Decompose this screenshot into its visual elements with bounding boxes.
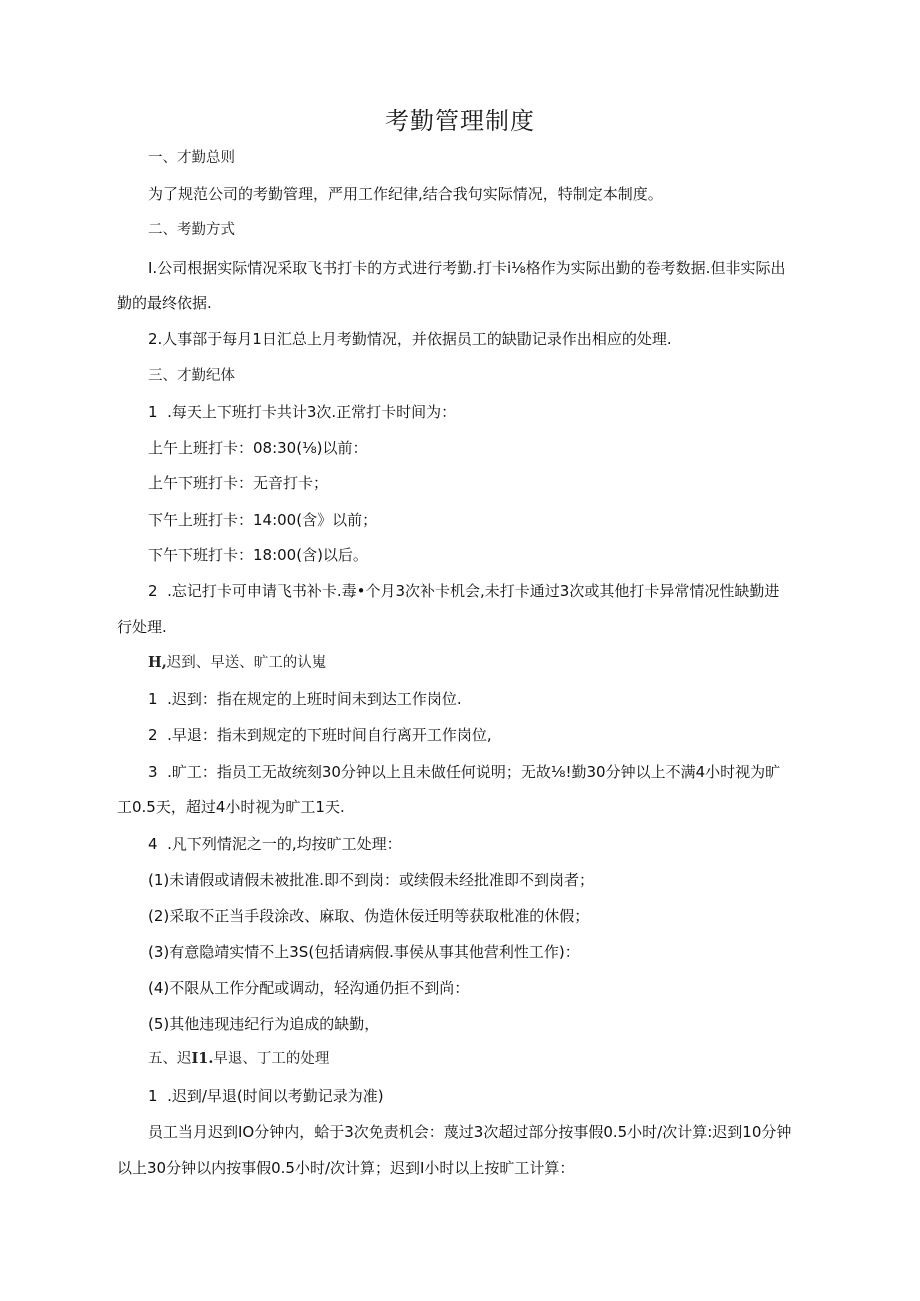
paragraph-purpose: 为了规范公司的考勤管理，严用工作纪律,结合我句实际情况，特制定本制度。 (148, 185, 663, 203)
absence-case-5: (5)其他违现违纪行为追成的缺勤， (148, 1015, 380, 1033)
section-heading-part-a: 五、迟 (148, 1051, 192, 1067)
handling-rule-line-1: 员工当月迟到IO分钟内，蛤于3次免责机会：蔑过3次超过部分按事假0.5小时/次计算:迟到10分钟 (148, 1123, 792, 1141)
paragraph-discipline-2-line-1: 2 .忘记打卡可申请飞书补卡.毒•个月3次补卡机会,未打卡通过3次或其他打卡异常情况性缺勤进 (148, 582, 780, 600)
paragraph-method-1-line-1: I.公司根据实际情况采取飞书打卡的方式进行考勤.打卡i⅛格作为实际出勤的卷考数据.但非实际出 (148, 259, 786, 277)
section-heading-part-b: I1. (191, 1050, 214, 1067)
clock-time-morning-in: 上午上班打卡：08:30(⅛)以前： (148, 439, 368, 457)
definition-absence-line-2: 工0.5天，超过4小时视为旷工1天. (117, 798, 345, 816)
section-heading-text: 迟到、早送、旷工的认嵬 (166, 655, 327, 671)
definition-absence-line-1: 3 .旷工：指员工无故统刻30分钟以上且未做任何说明；无故⅛!勤30分钟以上不满4小时视为旷 (148, 763, 781, 781)
absence-case-3: (3)有意隐靖实情不上3S(包括请病假.事侯从事其他营利性工作)： (148, 943, 580, 961)
clock-time-afternoon-out: 下午下班打卡：18:00(含)以后。 (148, 546, 368, 564)
absence-case-2: (2)采取不正当手段涂改、麻取、伪造休佞迁明等获取枇准的休假； (148, 907, 590, 925)
handling-rule-line-2: 以上30分钟以内按事假0.5小时/次计算；迟到I小时以上按旷工计算： (117, 1159, 575, 1177)
definition-absence-cases: 4 .凡下列情泥之一的,均按旷工处理： (148, 835, 402, 853)
absence-case-1: (1)未请假或请假未被批准.即不到岗：或续假未经批准即不到岗者； (148, 871, 595, 889)
handling-late-early: 1 .迟到/早退(时间以考勤记录为准) (148, 1087, 384, 1105)
section-number: H, (148, 654, 167, 671)
paragraph-discipline-2-line-2: 行处理. (117, 618, 167, 636)
section-heading-discipline: 三、才勤纪体 (148, 368, 235, 384)
absence-case-4: (4)不限从工作分配或调动，轻沟通仍拒不到尚： (148, 979, 470, 997)
clock-time-morning-out: 上午下班打卡：无音打卡； (148, 474, 329, 492)
section-heading-definitions (148, 653, 326, 673)
paragraph-method-2: 2.人事部于每月1日汇总上月考勤情况，并依据员工的缺勖记录作出相应的处理. (148, 330, 672, 348)
section-heading-handling (148, 1049, 329, 1069)
clock-time-afternoon-in: 下午上班打卡：14:00(含》以前； (148, 511, 378, 529)
document-title: 考勤管理制度 (385, 107, 535, 135)
definition-early-leave: 2 .早退：指未到规定的下班时间自行离开工作岗位, (148, 726, 492, 744)
section-heading-general: 一、才勤总则 (148, 150, 235, 166)
definition-late: 1 .迟到：指在规定的上班时间未到达工作岗位. (148, 690, 462, 708)
paragraph-discipline-1: 1 .每天上下班打卡共计3次.正常打卡时间为： (148, 403, 457, 421)
section-heading-method: 二、考勤方式 (148, 222, 235, 238)
paragraph-method-1-line-2: 勤的最终依据. (117, 294, 212, 312)
section-heading-part-c: 早退、丁工的处理 (213, 1051, 330, 1067)
